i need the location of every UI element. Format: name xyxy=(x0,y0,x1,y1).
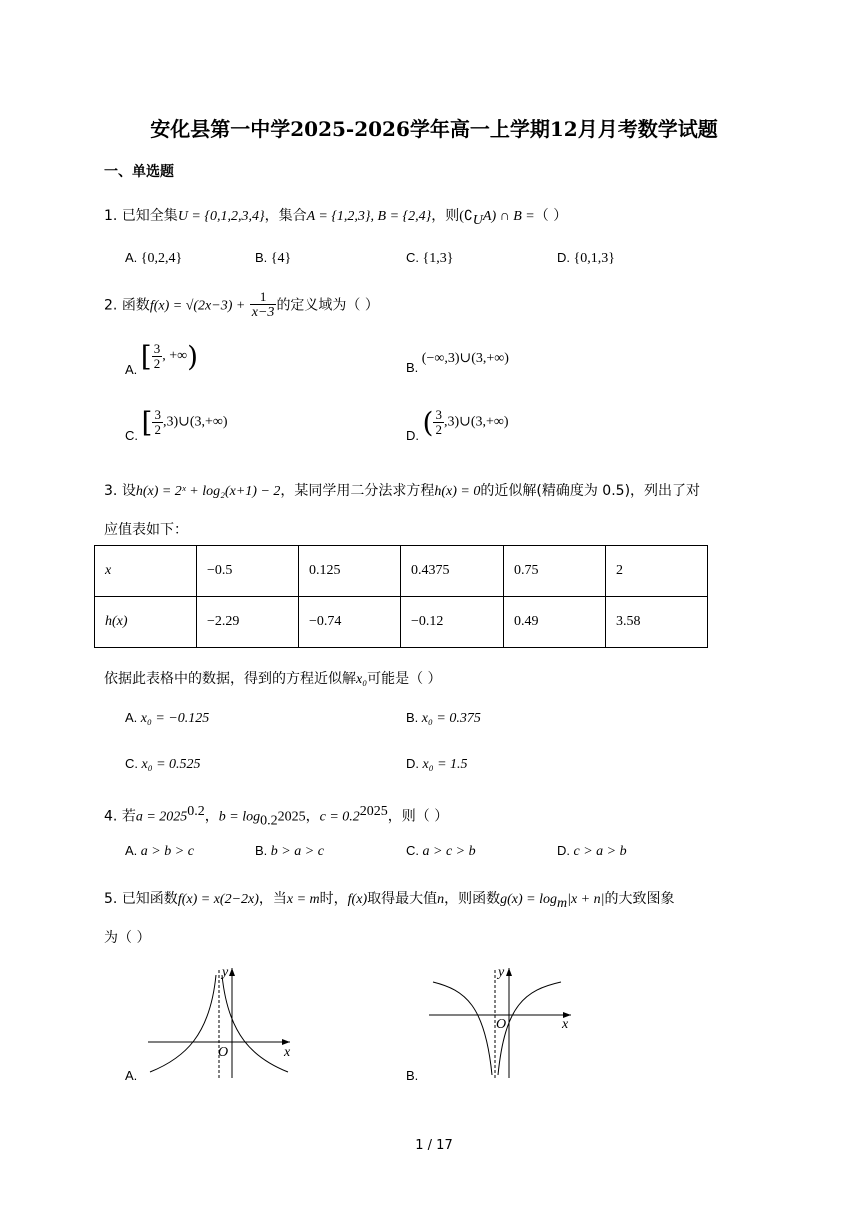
option-c: C. {1,3} xyxy=(406,250,454,266)
question-text: 的定义域为（ ） xyxy=(276,297,379,314)
question-2-stem xyxy=(104,290,379,321)
table-cell: 3.58 xyxy=(606,597,708,648)
section-heading: 一、单选题 xyxy=(104,164,174,180)
fraction: $\frac{1}{x-3}$ xyxy=(251,289,275,321)
math-expr: (∁ xyxy=(459,209,473,224)
table-cell: 0.4375 xyxy=(401,546,504,597)
option-d: D. c > a > b xyxy=(557,843,627,859)
option-c: C. a > c > b xyxy=(406,843,476,859)
table-cell: 2 xyxy=(606,546,708,597)
math-sub: U xyxy=(472,212,483,228)
table-cell: −0.5 xyxy=(197,546,299,597)
option-b: B. b > a > c xyxy=(255,843,324,859)
y-axis-label: y xyxy=(222,965,229,980)
value-table xyxy=(94,545,708,648)
table-row xyxy=(95,597,708,648)
math-expr: h(x) = 0 xyxy=(434,484,481,499)
math-expr: A = {1,2,3}, B = {2,4} xyxy=(306,209,432,224)
table-cell: 0.75 xyxy=(504,546,606,597)
question-text: ，则 xyxy=(431,208,460,224)
question-number: 2. xyxy=(104,297,118,314)
math-expr: h(x) = 2ˣ + log₂(x+1) − 2 xyxy=(135,484,281,499)
question-3-followup: 依据此表格中的数据，得到的方程近似解x₀可能是（ ） xyxy=(104,671,442,687)
graph-a xyxy=(140,960,300,1085)
question-5-stem: 5. 已知函数f(x) = x(2−2x)，当x = m时，f(x)取得最大值n，则函数$g(x) = \log_m|x + n|$的大致图象 xyxy=(104,891,675,911)
option-c: C. [ $\frac{3}{2}$ ,3)∪(3,+∞) xyxy=(125,406,228,443)
x-axis-label: x xyxy=(562,1017,569,1032)
table-cell: −0.12 xyxy=(401,597,504,648)
graph-b-label: B. xyxy=(406,1068,419,1083)
option-c: C. x₀ = 0.525 xyxy=(125,756,201,772)
origin-label: O xyxy=(218,1045,229,1060)
option-d: D. x₀ = 1.5 xyxy=(406,756,468,772)
math-expr: A) ∩ B = xyxy=(482,209,535,224)
question-text: 已知全集 xyxy=(121,208,178,224)
question-3-stem: 3. 设h(x) = 2ˣ + log₂(x+1) − 2，某同学用二分法求方程h(x) = 0的近似解(精确度为 0.5)，列出了对 xyxy=(104,483,701,499)
origin-label: O xyxy=(496,1017,507,1032)
option-a: A. {0,2,4} xyxy=(125,250,183,266)
x-axis-label: x xyxy=(284,1045,291,1060)
table-cell: −0.74 xyxy=(299,597,401,648)
page-title: 安化县第一中学2025-2026学年高一上学期12月月考数学试题 xyxy=(150,117,718,141)
answer-paren: （ ） xyxy=(534,208,568,224)
option-a: A. a > b > c xyxy=(125,843,194,859)
table-header-cell: x xyxy=(95,546,197,597)
option-b: B. (−∞,3)∪(3,+∞) xyxy=(406,351,509,375)
question-4-stem: 4. 若$a = 2025^{0.2}$，$b = \log_{0.2}2025$，$c = 0.2^{2025}$，则（ ） xyxy=(104,804,449,829)
question-text: 函数 xyxy=(121,297,150,314)
math-expr: U = {0,1,2,3,4} xyxy=(177,209,265,224)
question-text: ，集合 xyxy=(264,208,307,224)
question-number: 1. xyxy=(104,208,118,224)
option-d: D. ( $\frac{3}{2}$ ,3)∪(3,+∞) xyxy=(406,406,509,443)
table-cell: 0.49 xyxy=(504,597,606,648)
option-a: A. x₀ = −0.125 xyxy=(125,710,210,726)
table-cell: 0.125 xyxy=(299,546,401,597)
question-3-line2: 应值表如下： xyxy=(104,522,188,538)
y-axis-label: y xyxy=(498,965,505,980)
option-d: D. {0,1,3} xyxy=(557,250,615,266)
math-expr: f(x) = √(2x−3) + xyxy=(149,298,246,314)
question-5-line2: 为（ ） xyxy=(104,930,151,946)
table-cell: −2.29 xyxy=(197,597,299,648)
option-a: A. [ $\frac{3}{2}$ , +∞) xyxy=(125,340,199,377)
table-row xyxy=(95,546,708,597)
graph-a-label: A. xyxy=(125,1068,138,1083)
table-header-cell: h(x) xyxy=(95,597,197,648)
option-b: B. {4} xyxy=(255,250,292,266)
page-number: 1 / 17 xyxy=(415,1138,453,1153)
option-b: B. x₀ = 0.375 xyxy=(406,710,481,726)
graph-b xyxy=(425,960,585,1085)
question-1-stem xyxy=(104,205,567,229)
